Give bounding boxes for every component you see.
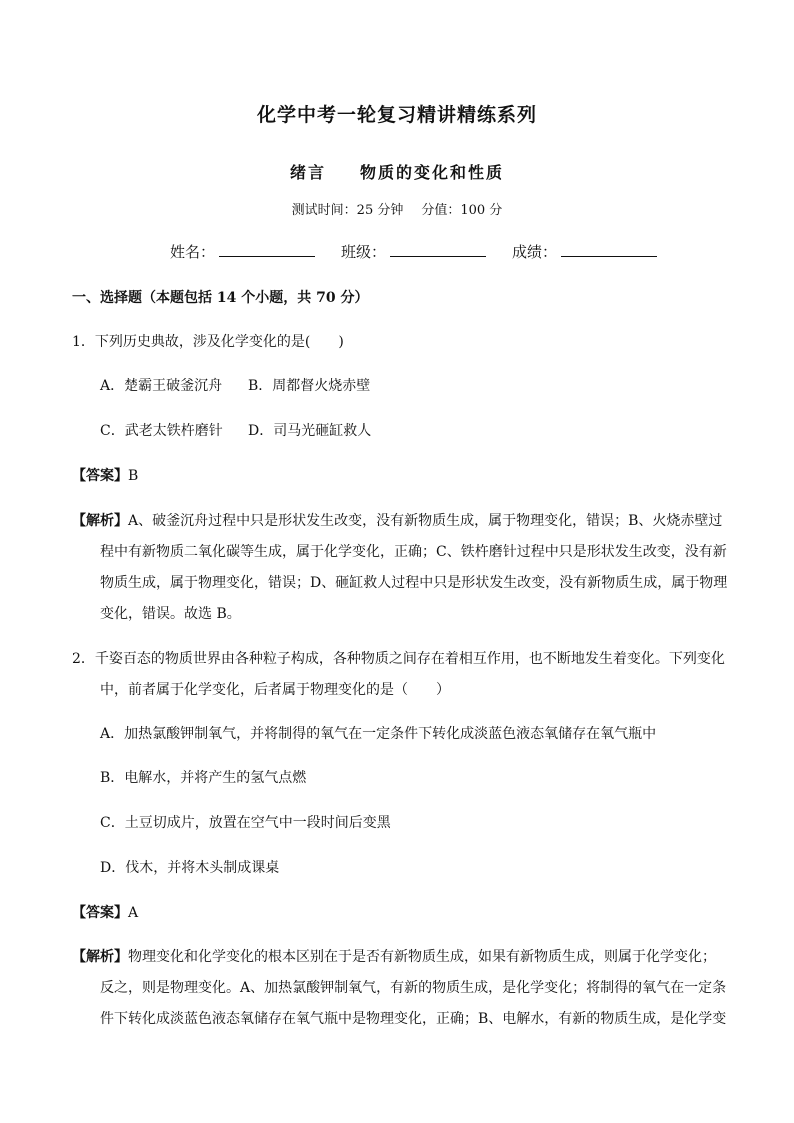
q1-analysis-text1: A、破釜沉舟过程中只是形状发生改变，没有新物质生成，属于物理变化，错误；B、火烧赤壁过 xyxy=(128,513,723,529)
q2-option-c: C．土豆切成片，放置在空气中一段时间后变黑 xyxy=(100,815,391,831)
q1-option-d: D．司马光砸缸救人 xyxy=(248,423,372,439)
grade-blank[interactable] xyxy=(561,242,657,257)
q1-answer xyxy=(72,465,138,485)
q2-analysis-line3: 件下转化成淡蓝色液态氧储存在氧气瓶中是物理变化，正确；B、电解水，有新的物质生成，是化学变 xyxy=(100,1011,727,1027)
q1-analysis-line4: 变化，错误。故选 B。 xyxy=(100,606,241,622)
q1-analysis-line1 xyxy=(72,510,722,530)
q1-stem: 1．下列历史典故，涉及化学变化的是( ) xyxy=(72,334,344,350)
class-label: 班级： xyxy=(341,243,387,261)
q2-option-a: A．加热氯酸钾制氧气，并将制得的氧气在一定条件下转化成淡蓝色液态氧储存在氧气瓶中 xyxy=(100,726,657,742)
q2-answer-label: 【答案】 xyxy=(72,905,128,921)
grade-field[interactable] xyxy=(512,241,657,262)
student-info-fields xyxy=(170,241,683,262)
q1-option-b: B．周都督火烧赤壁 xyxy=(248,378,371,394)
q2-analysis-label: 【解析】 xyxy=(72,949,128,965)
q2-option-d: D．伐木，并将木头制成课桌 xyxy=(100,860,280,876)
name-blank[interactable] xyxy=(219,242,315,257)
q1-analysis-line2: 程中有新物质二氧化碳等生成，属于化学变化，正确；C、铁杵磨针过程中只是形状发生改变，没有新 xyxy=(100,544,727,560)
q2-analysis-line1 xyxy=(72,946,716,966)
test-time: 测试时间：25 分钟 xyxy=(291,203,404,218)
test-meta xyxy=(0,199,794,218)
q1-analysis-line3: 物质生成，属于物理变化，错误；D、砸缸救人过程中只是形状发生改变，没有新物质生成，属于物理 xyxy=(100,575,728,591)
q2-stem-line1: 2．千姿百态的物质世界由各种粒子构成，各种物质之间存在着相互作用，也不断地发生着变化。下列变化 xyxy=(72,651,725,667)
q1-answer-label: 【答案】 xyxy=(72,468,128,484)
class-field[interactable] xyxy=(341,241,486,262)
name-field[interactable] xyxy=(170,241,315,262)
q2-answer-value: A xyxy=(128,905,139,921)
q2-analysis-line2: 反之，则是物理变化。A、加热氯酸钾制氧气，有新的物质生成，是化学变化；将制得的氧气在一定条 xyxy=(100,980,727,996)
q2-analysis-text1: 物理变化和化学变化的根本区别在于是否有新物质生成，如果有新物质生成，则属于化学变化； xyxy=(128,949,716,965)
chapter-subtitle xyxy=(0,160,794,183)
class-blank[interactable] xyxy=(390,242,486,257)
grade-label: 成绩： xyxy=(512,243,558,261)
q1-option-a: A．楚霸王破釜沉舟 xyxy=(100,378,223,394)
section-heading: 一、选择题（本题包括 14 个小题，共 70 分） xyxy=(72,290,369,306)
q2-answer xyxy=(72,902,138,922)
name-label: 姓名： xyxy=(170,243,216,261)
q1-option-c: C．武老太铁杵磨针 xyxy=(100,423,223,439)
q2-stem-line2: 中，前者属于化学变化，后者属于物理变化的是（ ） xyxy=(100,682,450,698)
q2-option-b: B．电解水，并将产生的氢气点燃 xyxy=(100,770,307,786)
q1-answer-value: B xyxy=(128,468,139,484)
q1-analysis-label: 【解析】 xyxy=(72,513,128,529)
document-title: 化学中考一轮复习精讲精练系列 xyxy=(256,104,537,126)
subtitle-part2: 物质的变化和性质 xyxy=(360,163,505,182)
subtitle-part1: 绪言 xyxy=(289,163,326,182)
test-score: 分值：100 分 xyxy=(421,203,503,218)
